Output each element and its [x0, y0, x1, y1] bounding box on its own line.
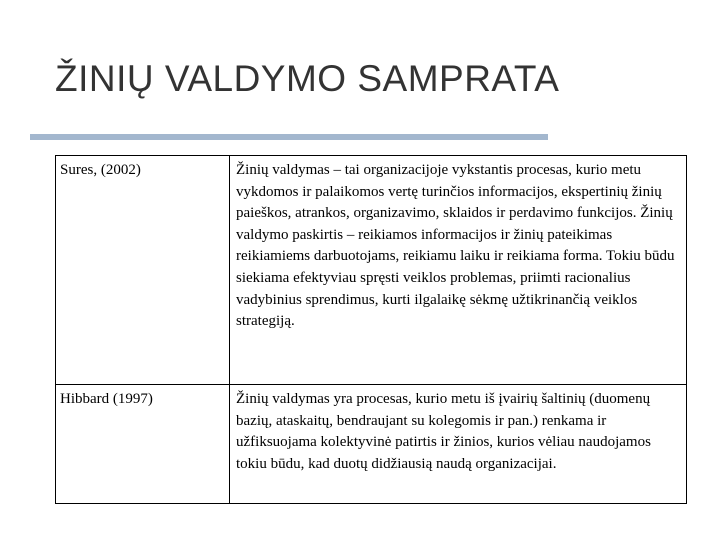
- definitions-table: [55, 155, 687, 504]
- definition-cell: Žinių valdymas yra procesas, kurio metu iš įvairių šaltinių (duomenų bazių, ataskaitų, bendraujant su kolegomis ir pan.) renkama ir užfiksuojama kolektyvinė patirtis ir žinios, kurios vėliau naudojamos tokiu būdu, kad duotų didžiausią naudą organizacijai.: [230, 385, 687, 504]
- definition-cell: Žinių valdymas – tai organizacijoje vykstantis procesas, kurio metu vykdomos ir palaikomos vertę turinčios informacijos, ekspertinių žinių paieškos, atrankos, organizavimo, sklaidos ir perdavimo funkcijos. Žinių valdymo paskirtis – reikiamos informacijos ir žinių pateikimas reikiamiems darbuotojams, reikiamu laiku ir reikiama forma. Tokiu būdu siekiama efektyviau spręsti veiklos problemas, priimti racionalius vadybinius sprendimus, kurti ilgalaikę sėkmę užtikrinančią veiklos strategiją.: [230, 156, 687, 385]
- table-row: [56, 385, 687, 504]
- source-cell: Hibbard (1997): [56, 385, 230, 504]
- table-row: [56, 156, 687, 385]
- source-cell: Sures, (2002): [56, 156, 230, 385]
- slide-title: ŽINIŲ VALDYMO SAMPRATA: [55, 58, 560, 99]
- title-underline-bar: [30, 134, 548, 140]
